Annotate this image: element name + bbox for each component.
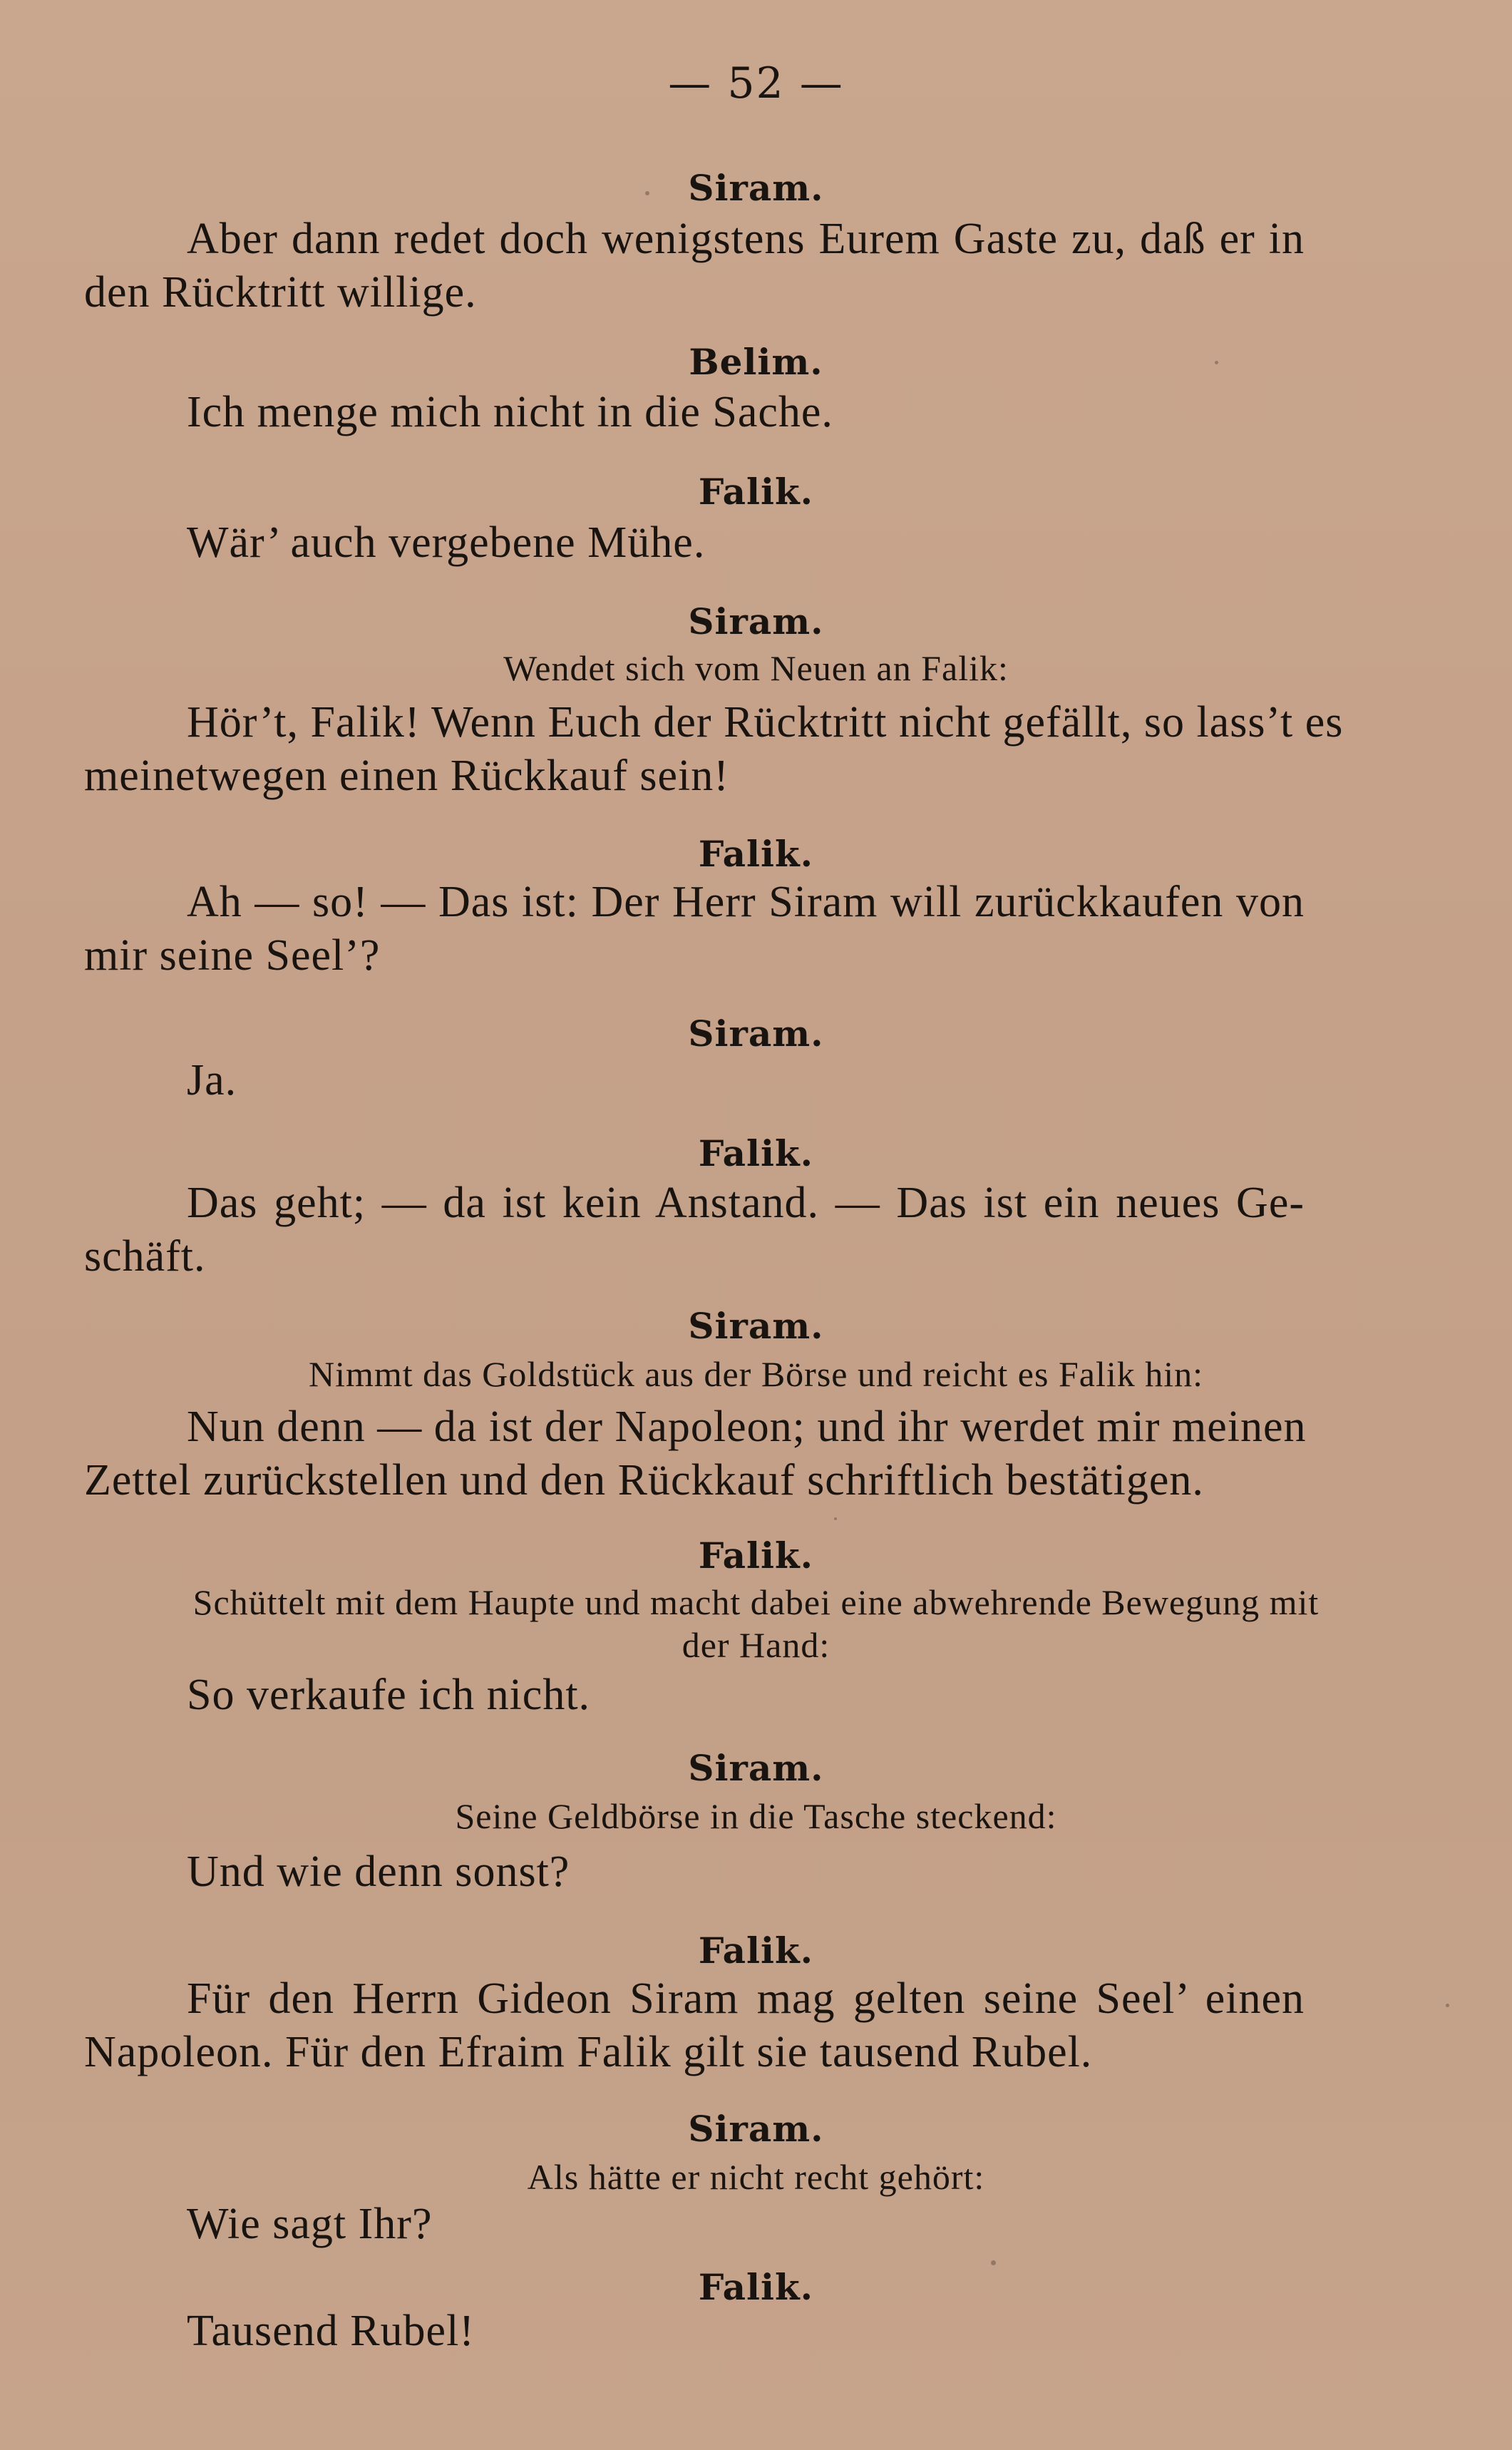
stage-direction: Als hätte er nicht recht gehört:: [527, 2157, 985, 2197]
dialog-line: Für den Herrn Gideon Siram mag gelten seine Seel’ einen: [187, 1974, 1305, 2023]
dialog-line: Wär’ auch vergebene Mühe.: [187, 518, 706, 567]
dialog-line: Hör’t, Falik! Wenn Euch der Rücktritt nicht gefällt, so lass’t es: [187, 698, 1344, 747]
dialog-line: Nun denn — da ist der Napoleon; und ihr werdet mir meinen: [187, 1403, 1307, 1451]
speaker-name: Falik.: [698, 2266, 814, 2308]
speaker-name: Belim.: [689, 341, 823, 383]
dialog-line: Zettel zurückstellen und den Rückkauf schriftlich bestätigen.: [84, 1456, 1204, 1505]
dialog-line: Ja.: [187, 1056, 237, 1104]
speaker-name: Siram.: [688, 1013, 824, 1055]
speaker-name: Siram.: [688, 167, 824, 209]
dialog-line: Aber dann redet doch wenigstens Eurem Gaste zu, daß er in: [187, 215, 1305, 263]
dialog-line: Ich menge mich nicht in die Sache.: [187, 388, 833, 436]
dialog-line: So verkaufe ich nicht.: [187, 1671, 591, 1719]
dialog-line: Das geht; — da ist kein Anstand. — Das ist ein neues Ge-: [187, 1179, 1305, 1227]
dialog-line: mir seine Seel’?: [84, 931, 381, 980]
speaker-name: Siram.: [688, 2108, 824, 2150]
stage-direction: Seine Geldbörse in die Tasche steckend:: [455, 1796, 1057, 1836]
paper-speck: [834, 1517, 837, 1520]
paper-speck: [991, 2260, 996, 2265]
stage-direction: der Hand:: [682, 1625, 830, 1665]
dialog-line: schäft.: [84, 1232, 206, 1281]
dialog-line: Wie sagt Ihr?: [187, 2200, 433, 2248]
stage-direction: Wendet sich vom Neuen an Falik:: [503, 648, 1009, 688]
speaker-name: Falik.: [698, 1534, 814, 1577]
speaker-name: Siram.: [688, 1305, 824, 1347]
speaker-name: Siram.: [688, 600, 824, 642]
speaker-name: Falik.: [698, 1929, 814, 1972]
speaker-name: Siram.: [688, 1747, 824, 1789]
speaker-name: Falik.: [698, 1132, 814, 1174]
dialog-line: den Rücktritt willige.: [84, 268, 477, 317]
speaker-name: Falik.: [698, 833, 814, 875]
stage-direction: Nimmt das Goldstück aus der Börse und reicht es Falik hin:: [308, 1354, 1204, 1394]
stage-direction: Schüttelt mit dem Haupte und macht dabei eine abwehrende Bewegung mit: [192, 1582, 1320, 1622]
dialog-line: Und wie denn sonst?: [187, 1847, 570, 1896]
paper-speck: [1446, 2004, 1449, 2007]
dialog-line: Tausend Rubel!: [187, 2307, 475, 2355]
page-number: — 52 —: [668, 58, 844, 108]
speaker-name: Falik.: [698, 471, 814, 513]
dialog-line: Napoleon. Für den Efraim Falik gilt sie tausend Rubel.: [84, 2028, 1093, 2076]
dialog-line: meinetwegen einen Rückkauf sein!: [84, 752, 729, 800]
dialog-line: Ah — so! — Das ist: Der Herr Siram will zurückkaufen von: [187, 878, 1305, 926]
